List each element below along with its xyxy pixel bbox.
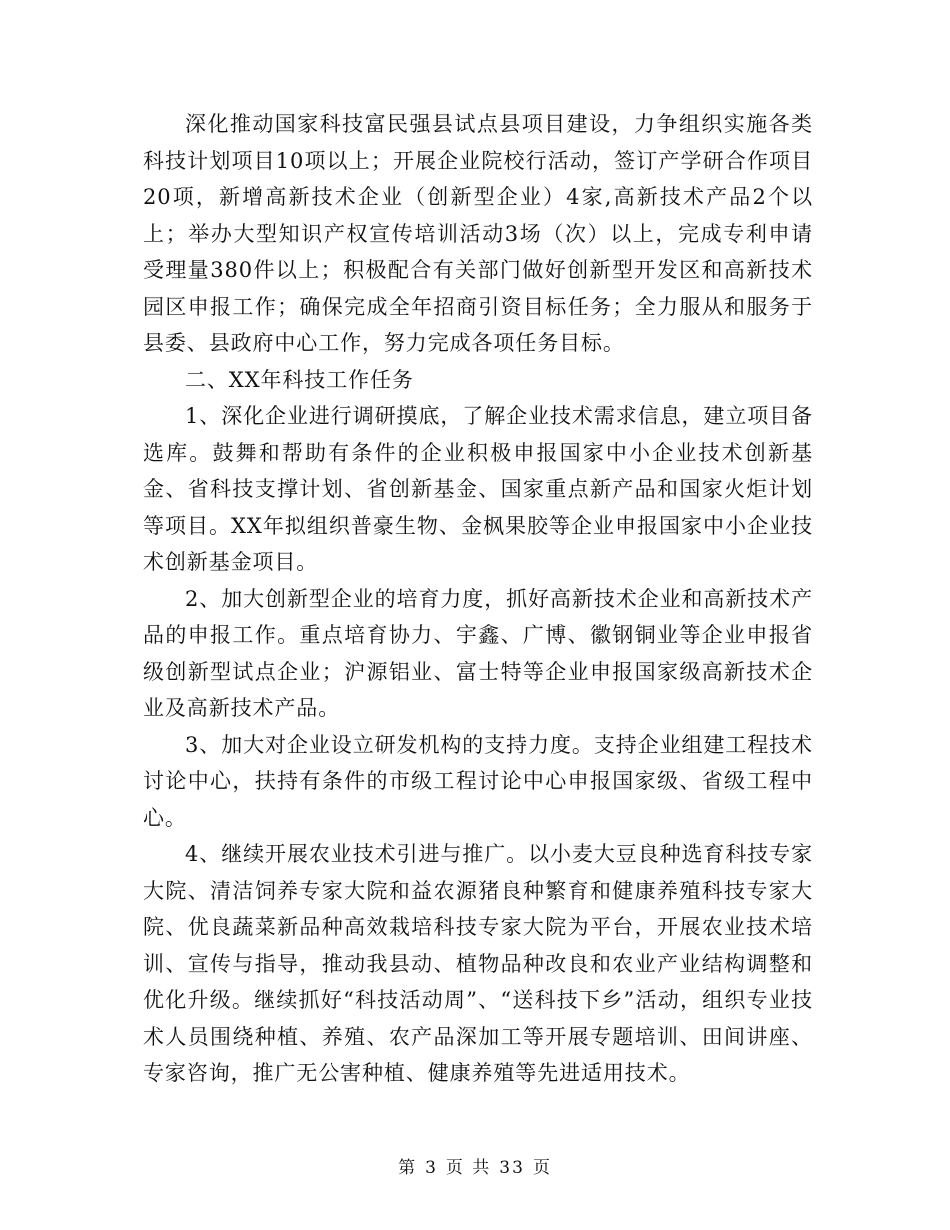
paragraph-item-2: 2、加大创新型企业的培育力度，抓好高新技术企业和高新技术产品的申报工作。重点培育协力、宇鑫、广博、徽钢铜业等企业申报省级创新型试点企业；沪源铝业、富士特等企业申报国家级高新技术企业及高新技术产品。 bbox=[143, 586, 813, 720]
total-pages: 33 bbox=[499, 1158, 525, 1178]
paragraph-item-1: 1、深化企业进行调研摸底，了解企业技术需求信息，建立项目备选库。鼓舞和帮助有条件的企业积极申报国家中小企业技术创新基金、省科技支撑计划、省创新基金、国家重点新产品和国家火炬计划等项目。XX年拟组织普豪生物、金枫果胶等企业申报国家中小企业技术创新基金项目。 bbox=[143, 404, 813, 574]
paragraph-intro: 深化推动国家科技富民强县试点县项目建设，力争组织实施各类科技计划项目10项以上；开展企业院校行活动，签订产学研合作项目20项，新增高新技术企业（创新型企业）4家,高新技术产品2个以上；举办大型知识产权宣传培训活动3场（次）以上，完成专利申请受理量380件以上；积极配合有关部门做好创新型开发区和高新技术园区申报工作；确保完成全年招商引资目标任务；全力服从和服务于县委、县政府中心工作，努力完成各项任务目标。 bbox=[143, 112, 813, 355]
page-footer bbox=[0, 1153, 950, 1178]
section-heading: 二、XX年科技工作任务 bbox=[185, 367, 414, 392]
paragraph-item-3: 3、加大对企业设立研发机构的支持力度。支持企业组建工程技术讨论中心，扶持有条件的市级工程讨论中心申报国家级、省级工程中心。 bbox=[143, 732, 813, 830]
page-number: 3 bbox=[425, 1158, 438, 1178]
footer-suffix: 页 bbox=[532, 1158, 552, 1178]
paragraph-item-4: 4、继续开展农业技术引进与推广。以小麦大豆良种选育科技专家大院、清洁饲养专家大院和益农源猪良种繁育和健康养殖科技专家大院、优良蔬菜新品种高效栽培科技专家大院为平台，开展农业技术培训、宣传与指导，推动我县动、植物品种改良和农业产业结构调整和优化升级。继续抓好“科技活动周”、“送科技下乡”活动，组织专业技术人员围绕种植、养殖、农产品深加工等开展专题培训、田间讲座、专家咨询，推广无公害种植、健康养殖等先进适用技术。 bbox=[143, 842, 813, 1085]
document-body bbox=[143, 106, 813, 1092]
footer-middle: 页 共 bbox=[445, 1158, 492, 1178]
footer-prefix: 第 bbox=[398, 1158, 418, 1178]
